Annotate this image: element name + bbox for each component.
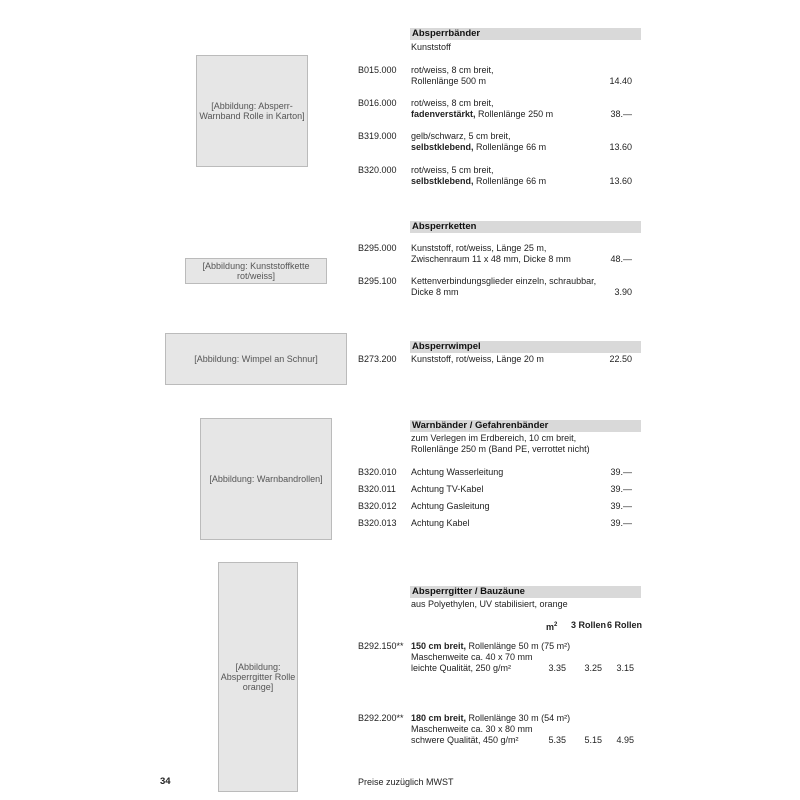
item-desc-line2: Maschenweite ca. 30 x 80 mm — [411, 724, 533, 734]
item-code: B295.000 — [358, 243, 397, 253]
section-header-bands: Absperrbänder — [410, 28, 641, 40]
item-code: B015.000 — [358, 65, 397, 75]
product-image-warnband: [Abbildung: Absperr-Warnband Rolle in Karton] — [196, 55, 308, 167]
item-price: 13.60 — [609, 176, 632, 186]
item-code: B292.150** — [358, 641, 404, 651]
item-desc-line1: Achtung Kabel — [411, 518, 470, 528]
item-price-3-rolls: 3.25 — [584, 663, 602, 673]
item-price: 14.40 — [609, 76, 632, 86]
item-desc-line1: Kettenverbindungsglieder einzeln, schraubbar, — [411, 276, 597, 286]
item-desc-line2: Zwischenraum 11 x 48 mm, Dicke 8 mm — [411, 254, 571, 264]
item-price: 22.50 — [609, 354, 632, 364]
item-desc-line1: Kunststoff, rot/weiss, Länge 20 m — [411, 354, 544, 364]
product-image-warnrolls: [Abbildung: Warnbandrollen] — [200, 418, 332, 540]
product-image-pennants: [Abbildung: Wimpel an Schnur] — [165, 333, 347, 385]
item-code: B320.013 — [358, 518, 397, 528]
section-header-fence: Absperrgitter / Bauzäune — [410, 586, 641, 598]
item-code: B292.200** — [358, 713, 404, 723]
page-number: 34 — [160, 776, 171, 787]
item-desc-line1: Kunststoff, rot/weiss, Länge 25 m, — [411, 243, 547, 253]
item-price-m2: 3.35 — [548, 663, 566, 673]
item-price-6-rolls: 3.15 — [616, 663, 634, 673]
item-price: 39.— — [610, 467, 632, 477]
section-desc-line2: Rollenlänge 250 m (Band PE, verrottet nicht) — [411, 444, 590, 454]
item-desc-line2: Rollenlänge 500 m — [411, 76, 487, 86]
item-desc-line3: leichte Qualität, 250 g/m² — [411, 663, 512, 673]
item-desc-line1: 180 cm breit, Rollenlänge 30 m (54 m²) — [411, 713, 571, 723]
product-image-fence: [Abbildung: Absperrgitter Rolle orange] — [218, 562, 298, 792]
section-header-chains: Absperrketten — [410, 221, 641, 233]
item-price: 39.— — [610, 518, 632, 528]
item-code: B295.100 — [358, 276, 397, 286]
section-header-pennants: Absperrwimpel — [410, 341, 641, 353]
item-desc-line2: selbstklebend, Rollenlänge 66 m — [411, 176, 547, 186]
item-desc-line2: Dicke 8 mm — [411, 287, 459, 297]
item-desc-line2: selbstklebend, Rollenlänge 66 m — [411, 142, 547, 152]
item-desc-line2: fadenverstärkt, Rollenlänge 250 m — [411, 109, 554, 119]
column-header-6-rolls: 6 Rollen — [607, 620, 643, 630]
product-image-chain: [Abbildung: Kunststoffkette rot/weiss] — [185, 258, 327, 284]
item-desc-line1: rot/weiss, 5 cm breit, — [411, 165, 494, 175]
item-price-3-rolls: 5.15 — [584, 735, 602, 745]
item-code: B273.200 — [358, 354, 397, 364]
column-header-m2: $m^2$ — [546, 622, 558, 632]
item-desc-line1: rot/weiss, 8 cm breit, — [411, 98, 494, 108]
item-price-6-rolls: 4.95 — [616, 735, 634, 745]
section-subtitle-bands: Kunststoff — [411, 42, 451, 52]
item-price: 3.90 — [614, 287, 632, 297]
item-code: B320.012 — [358, 501, 397, 511]
item-desc-line1: Achtung Gasleitung — [411, 501, 490, 511]
item-code: B320.000 — [358, 165, 397, 175]
item-code: B016.000 — [358, 98, 397, 108]
item-desc-line1: rot/weiss, 8 cm breit, — [411, 65, 494, 75]
item-desc-line2: Maschenweite ca. 40 x 70 mm — [411, 652, 533, 662]
item-price: 39.— — [610, 501, 632, 511]
item-code: B320.011 — [358, 484, 396, 494]
section-desc-line1: zum Verlegen im Erdbereich, 10 cm breit, — [411, 433, 577, 443]
item-price: 48.— — [610, 254, 632, 264]
column-header-3-rolls: 3 Rollen — [571, 620, 607, 630]
section-subtitle-fence: aus Polyethylen, UV stabilisiert, orange — [411, 599, 568, 609]
item-desc-line1: Achtung Wasserleitung — [411, 467, 504, 477]
item-price: 38.— — [610, 109, 632, 119]
footer-note: Preise zuzüglich MWST — [358, 777, 454, 787]
item-code: B320.010 — [358, 467, 397, 477]
section-header-warn: Warnbänder / Gefahrenbänder — [410, 420, 641, 432]
item-code: B319.000 — [358, 131, 397, 141]
item-price: 39.— — [610, 484, 632, 494]
item-desc-line1: 150 cm breit, Rollenlänge 50 m (75 m²) — [411, 641, 571, 651]
item-desc-line1: Achtung TV-Kabel — [411, 484, 484, 494]
item-price: 13.60 — [609, 142, 632, 152]
item-price-m2: 5.35 — [548, 735, 566, 745]
item-desc-line1: gelb/schwarz, 5 cm breit, — [411, 131, 511, 141]
item-desc-line3: schwere Qualität, 450 g/m² — [411, 735, 519, 745]
